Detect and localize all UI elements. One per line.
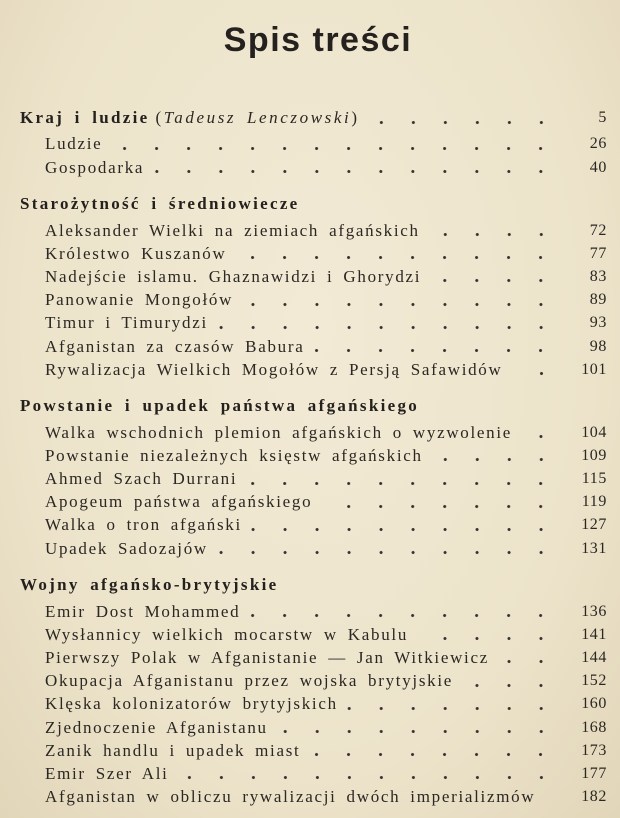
dot-leader xyxy=(245,467,557,490)
entry-title: Apogeum państwa afgańskiego xyxy=(45,492,313,512)
page-number: 5 xyxy=(598,108,607,126)
entry-title: Aleksander Wielki na ziemiach afgańskich xyxy=(45,220,420,240)
toc-entry xyxy=(20,716,607,739)
entry-title: Okupacja Afganistanu przez wojska brytyjskie xyxy=(45,671,454,691)
toc-entry xyxy=(20,444,607,467)
section-heading-row xyxy=(20,392,607,421)
dot-leader xyxy=(312,335,557,358)
dot-leader xyxy=(241,288,557,311)
section-title: Kraj i ludzie xyxy=(20,107,150,127)
dot-leader xyxy=(248,600,557,623)
toc-entry xyxy=(20,156,607,179)
toc-entry xyxy=(20,288,607,311)
toc-entry xyxy=(20,311,607,334)
section-title: Wojny afgańsko-brytyjskie xyxy=(20,574,279,594)
toc-entry xyxy=(20,132,607,155)
page-number: 83 xyxy=(589,267,607,285)
dot-leader xyxy=(216,311,557,334)
toc-entry xyxy=(20,692,607,715)
entry-title: Emir Dost Mohammed xyxy=(45,601,241,621)
entry-title: Walka o tron afgański xyxy=(45,515,242,535)
page-number: 115 xyxy=(581,470,607,488)
page-number: 168 xyxy=(581,718,607,736)
page-number: 131 xyxy=(581,539,607,557)
dot-leader xyxy=(234,242,557,265)
dot-leader xyxy=(110,132,557,155)
toc-section xyxy=(20,392,607,560)
dot-leader xyxy=(429,265,557,288)
dot-leader xyxy=(543,785,557,808)
page-number: 127 xyxy=(581,516,607,534)
toc-entry xyxy=(20,785,607,808)
entry-title: Upadek Sadozajów xyxy=(45,538,208,558)
toc-entry xyxy=(20,490,607,513)
author-paren-close: ) xyxy=(351,107,360,127)
entry-title: Nadejście islamu. Ghaznawidzi i Ghorydzi xyxy=(45,266,422,286)
page-number: 177 xyxy=(581,764,607,782)
toc-section xyxy=(20,104,607,179)
toc-section xyxy=(20,190,607,381)
entry-title: Rywalizacja Wielkich Mogołów z Persją Safawidów xyxy=(45,359,503,379)
page-number: 152 xyxy=(581,672,607,690)
dot-leader xyxy=(308,739,557,762)
page-number: 77 xyxy=(589,244,607,262)
entry-title: Pierwszy Polak w Afganistanie — Jan Witkiewicz xyxy=(45,647,489,667)
toc-entry xyxy=(20,669,607,692)
entry-title: Zanik handlu i upadek miast xyxy=(45,740,301,760)
toc-entry xyxy=(20,219,607,242)
dot-leader xyxy=(250,513,557,536)
entry-title: Klęska kolonizatorów brytyjskich xyxy=(45,694,338,714)
toc-entry xyxy=(20,762,607,785)
entry-title: Zjednoczenie Afganistanu xyxy=(45,717,268,737)
entry-title: Walka wschodnich plemion afgańskich o wyzwolenie xyxy=(45,422,513,442)
toc-entry xyxy=(20,600,607,623)
entry-title: Emir Szer Ali xyxy=(45,763,169,783)
page-number: 26 xyxy=(589,135,607,153)
page-number: 93 xyxy=(589,314,607,332)
entry-title: Powstanie niezależnych księstw afgańskich xyxy=(45,445,423,465)
page-number: 136 xyxy=(581,602,607,620)
dot-leader xyxy=(368,104,557,133)
entry-title: Wysłannicy wielkich mocarstw w Kabulu xyxy=(45,624,409,644)
page-number: 40 xyxy=(589,158,607,176)
dot-leader xyxy=(520,421,557,444)
table-of-contents xyxy=(20,104,607,809)
dot-leader xyxy=(346,692,557,715)
toc-entry xyxy=(20,265,607,288)
entry-title: Timur i Timurydzi xyxy=(45,313,208,333)
page-number: 104 xyxy=(581,423,607,441)
page-number: 101 xyxy=(581,360,607,378)
page-number: 160 xyxy=(581,695,607,713)
toc-entry xyxy=(20,358,607,381)
page-number: 182 xyxy=(581,788,607,806)
entry-title: Królestwo Kuszanów xyxy=(45,243,227,263)
toc-entry xyxy=(20,242,607,265)
page-number: 72 xyxy=(589,221,607,239)
section-title: Starożytność i średniowiecze xyxy=(20,193,300,213)
dot-leader xyxy=(177,762,557,785)
page-number: 109 xyxy=(581,446,607,464)
author-name: Tadeusz Lenczowski xyxy=(163,107,352,127)
toc-entry xyxy=(20,739,607,762)
dot-leader xyxy=(320,490,557,513)
dot-leader xyxy=(152,156,557,179)
toc-entry xyxy=(20,623,607,646)
dot-leader xyxy=(511,358,558,381)
toc-entry xyxy=(20,421,607,444)
entry-title: Ahmed Szach Durrani xyxy=(45,469,238,489)
dot-leader xyxy=(461,669,557,692)
entry-title: Gospodarka xyxy=(45,157,145,177)
entry-title: Ludzie xyxy=(45,134,103,154)
section-heading-row xyxy=(20,571,607,600)
page-number: 98 xyxy=(589,337,607,355)
author-paren-open: ( xyxy=(155,107,164,127)
section-heading-row xyxy=(20,190,607,219)
entry-title: Afganistan za czasów Babura xyxy=(45,336,305,356)
dot-leader xyxy=(276,716,557,739)
section-title: Powstanie i upadek państwa afgańskiego xyxy=(20,395,420,415)
page-number: 119 xyxy=(581,493,607,511)
page-number: 144 xyxy=(581,648,607,666)
dot-leader xyxy=(416,623,557,646)
toc-entry xyxy=(20,335,607,358)
page-title: Spis treści xyxy=(223,21,413,59)
dot-leader xyxy=(497,646,557,669)
page-number: 141 xyxy=(581,625,607,643)
dot-leader xyxy=(431,444,557,467)
section-author xyxy=(156,104,360,133)
dot-leader xyxy=(428,219,557,242)
toc-entry xyxy=(20,646,607,669)
toc-section xyxy=(20,571,607,808)
toc-entry xyxy=(20,467,607,490)
dot-leader xyxy=(216,537,557,560)
entry-title: Afganistan w obliczu rywalizacji dwóch imperializmów xyxy=(45,787,536,807)
toc-entry xyxy=(20,537,607,560)
entry-title: Panowanie Mongołów xyxy=(45,290,234,310)
toc-entry xyxy=(20,513,607,536)
page-number: 89 xyxy=(589,291,607,309)
page-number: 173 xyxy=(581,741,607,759)
section-heading-row xyxy=(20,104,607,133)
